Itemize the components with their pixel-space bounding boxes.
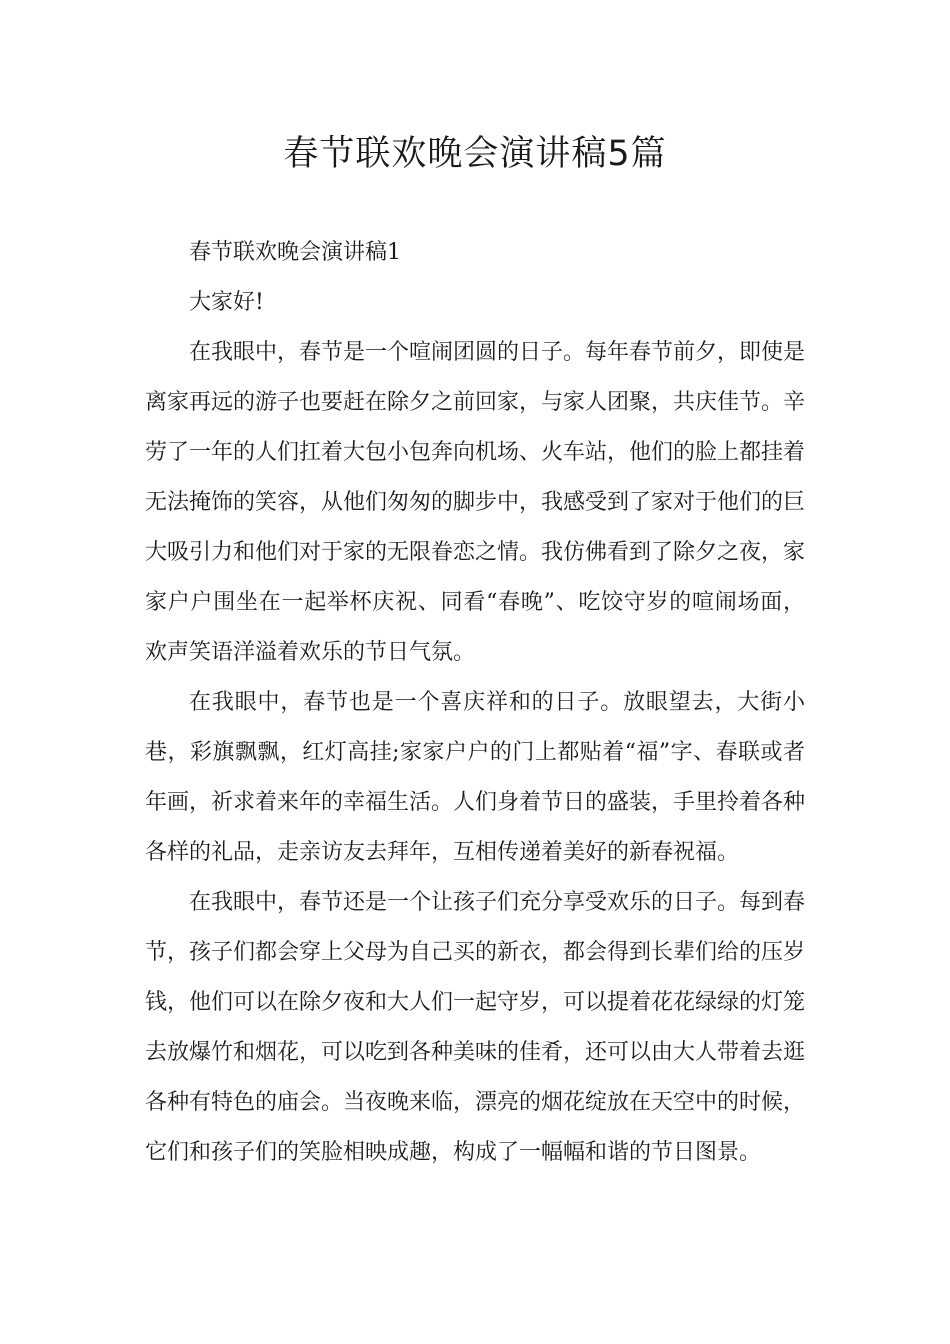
body-paragraph: 在我眼中，春节是一个喧闹团圆的日子。每年春节前夕，即使是离家再远的游子也要赶在除夕之前回家，与家人团聚，共庆佳节。辛劳了一年的人们扛着大包小包奔向机场、火车站，他们的脸上都挂着无法掩饰的笑容，从他们匆匆的脚步中，我感受到了家对于他们的巨大吸引力和他们对于家的无限眷恋之情。我仿佛看到了除夕之夜，家家户户围坐在一起举杯庆祝、同看“春晚”、吃饺守岁的喧闹场面，欢声笑语洋溢着欢乐的节日气氛。	[145, 340, 806, 665]
body-paragraph: 在我眼中，春节也是一个喜庆祥和的日子。放眼望去，大街小巷，彩旗飘飘，红灯高挂;家家户户的门上都贴着“福”字、春联或者年画，祈求着来年的幸福生活。人们身着节日的盛装，手里拎着各种各样的礼品，走亲访友去拜年，互相传递着美好的新春祝福。	[145, 690, 806, 865]
section-heading: 春节联欢晚会演讲稿1	[189, 240, 401, 265]
document-body	[145, 228, 805, 1178]
body-paragraph: 在我眼中，春节还是一个让孩子们充分享受欢乐的日子。每到春节，孩子们都会穿上父母为自己买的新衣，都会得到长辈们给的压岁钱，他们可以在除夕夜和大人们一起守岁，可以提着花花绿绿的灯笼去放爆竹和烟花，可以吃到各种美味的佳肴，还可以由大人带着去逛各种有特色的庙会。当夜晚来临，漂亮的烟花绽放在天空中的时候，它们和孩子们的笑脸相映成趣，构成了一幅幅和谐的节日图景。	[145, 890, 806, 1165]
greeting-paragraph: 大家好!	[189, 290, 264, 315]
document-title: 春节联欢晚会演讲稿5篇	[283, 134, 667, 174]
